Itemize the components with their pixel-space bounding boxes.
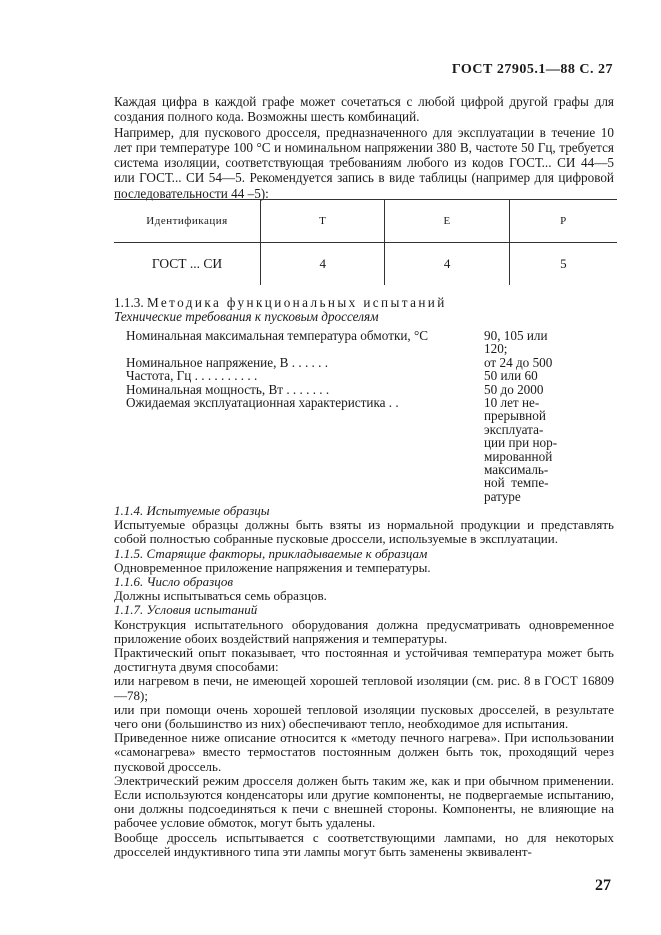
table-header-cell: Идентификация xyxy=(114,200,261,243)
section-113-subtitle: Технические требования к пусковым дросселям xyxy=(114,309,379,324)
code-table xyxy=(114,199,617,285)
intro-paragraph-2: Например, для пускового дросселя, предназначенного для эксплуатации в течение 10 лет при температуре 100 °С и номинальном напряжении 380 В, частоте 50 Гц, требуется система изоляции, соответствующая требованиям любого из кодов ГОСТ... СИ 44—5 или ГОСТ... СИ 54—5. Рекомендуется запись в виде таблицы (например для цифровой последовательности 44 –5): xyxy=(114,124,614,201)
body-paragraph: Практический опыт показывает, что постоянная и устойчивая температура может быть достигнута двумя способами: xyxy=(114,645,614,675)
spec-row: мированной xyxy=(484,448,553,464)
intro-block xyxy=(114,94,614,201)
table-row xyxy=(114,243,617,286)
section-116-title: 1.1.6. Число образцов xyxy=(114,574,234,590)
intro-paragraph-1: Каждая цифра в каждой графе может сочетаться с любой цифрой другой графы для создания полного кода. Возможны шесть комбинаций. xyxy=(114,94,614,125)
table-cell: 5 xyxy=(509,243,617,286)
body-block xyxy=(114,504,614,859)
body-paragraph: Конструкция испытательного оборудования должна предусматривать одновременное приложение обоих воздействий напряжения и температуры. xyxy=(114,616,614,646)
section-115-title: 1.1.5. Старящие факторы, прикладываемые к образцам xyxy=(114,545,428,561)
table-cell: 4 xyxy=(385,243,509,286)
table-header-cell: Е xyxy=(385,200,509,243)
spec-row: Номинальная максимальная температура обмотки, °С 90, 105 или xyxy=(126,328,548,343)
spec-row: эксплуата- xyxy=(484,421,544,437)
table-cell: 4 xyxy=(261,243,385,286)
body-paragraph: или при помощи очень хорошей тепловой изоляции пусковых дросселей, в результате чего они (большинство из них) обеспечивают тепло, необходимое для испытания. xyxy=(114,701,614,732)
page-number: 27 xyxy=(595,877,611,894)
spec-row: 120; xyxy=(484,341,508,357)
body-paragraph: Электрический режим дросселя должен быть таким же, как и при обычном применении. Если используются конденсаторы или другие компоненты, не подвергаемые испытанию, они должны подсоединяться к печи с внешней стороны. Компоненты, не влияющие на рабочее условие обмоток, могут быть удалены. xyxy=(114,772,614,831)
section-113 xyxy=(114,296,614,324)
table-cell: ГОСТ ... СИ xyxy=(151,256,223,271)
spec-row: прерывной xyxy=(484,408,546,424)
table-header-row xyxy=(114,200,617,243)
page-header: ГОСТ 27905.1—88 С. 27 xyxy=(451,62,613,77)
section-116-text: Должны испытываться семь образцов. xyxy=(114,588,327,604)
spec-row: Номинальная мощность, Вт . . . . . . . 50 до 2000 xyxy=(126,381,544,397)
body-paragraph: Приведенное ниже описание относится к «методу печного нагрева». При использовании «самонагрева» вместо термостатов постоянным должен быть ток, проходящий через пусковой дроссель. xyxy=(114,730,614,774)
spec-row: Номинальное напряжение, В . . . . . . от 24 до 500 xyxy=(126,354,553,370)
section-115-text: Одновременное приложение напряжения и температуры. xyxy=(114,559,431,575)
body-paragraph: Вообще дроссель испытывается с соответствующими лампами, но для некоторых дросселей индуктивного типа эти лампы могут быть заменены эквивалент- xyxy=(114,829,614,859)
section-117-title: 1.1.7. Условия испытаний xyxy=(114,602,258,618)
spec-row: ции при нор- xyxy=(484,435,558,451)
section-114-title: 1.1.4. Испытуемые образцы xyxy=(114,503,270,518)
spec-row: Частота, Гц . . . . . . . . . . 50 или 60 xyxy=(126,368,538,384)
table-header-cell: Т xyxy=(261,200,385,243)
spec-row: максималь- xyxy=(484,461,549,477)
table-header-cell: Р xyxy=(509,200,617,243)
spec-row: Ожидаемая эксплуатационная характеристика . . 10 лет не- xyxy=(126,394,540,410)
spec-row: ратуре xyxy=(484,488,521,504)
section-113-title: 1.1.3. Методика функциональных испытаний xyxy=(114,295,447,310)
body-paragraph: или нагревом в печи, не имеющей хорошей тепловой изоляции (см. рис. 8 в ГОСТ 16809—78); xyxy=(114,673,614,703)
spec-list xyxy=(126,329,606,503)
spec-row: ной темпе- xyxy=(484,475,549,491)
section-114-text: Испытуемые образцы должны быть взяты из нормальной продукции и представлять собой полностью собранные пусковые дроссели, используемые в эксплуатации. xyxy=(114,517,614,547)
